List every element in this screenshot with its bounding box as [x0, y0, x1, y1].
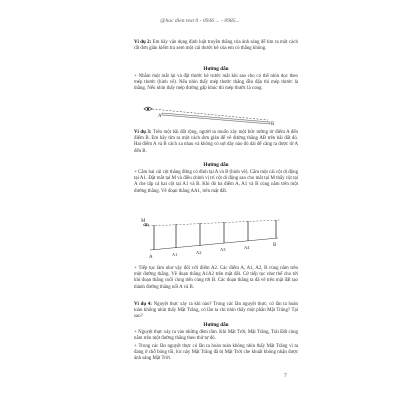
point-a-label: A	[149, 255, 153, 260]
page-number: 7	[284, 373, 287, 379]
example-3-heading: Hướng dẫn	[203, 162, 229, 168]
example-2-text: Em hãy vận dụng định luật truyền thẳng của ánh sáng để tìm ra một cách rất đơn giản kiểm tra xem một cái thước kẻ của em có thẳng không.	[134, 40, 298, 52]
example-2-heading: Hướng dẫn	[203, 66, 229, 72]
example-3-text: Trên một bãi đất rộng, người ta muốn xây một bức tường từ điểm A đến điểm B. Em hãy tìm ra một cách đơn giản để vẽ đường thẳng AB trên bãi đất đó. Hai điểm A và B cách xa nhau và không có sợi dây nào đủ dài để căng ra được từ A đến B.	[134, 130, 298, 154]
point-a2-label: A2	[196, 250, 202, 255]
pole-alignment-figure	[140, 208, 290, 262]
example-3-guide-2-text: Tiếp tục làm như vậy đối với điểm A2. Các điểm A, A1, A2, B cùng nằm trên một đường thẳng. Vẽ đoạn thẳng A1A2 trên mặt đất. Cứ tiếp tục như thế cho tới khi đoạn thẳng cuối cùng tiến cùng tới B. Các đoạn thẳng ta đã vẽ trên mặt đất tạo thành đường thẳng nối A và B.	[134, 266, 298, 290]
example-3-guide-1-text: Cắm hai cái cột thẳng đứng có đỉnh tại A và B (hình vẽ). Cắm một cái cột di động tại A1. Đặt mắt tại M và điều chỉnh vị trí cột di động sao cho mắt tại M thấy cột tại A che lấp cả hai cột tại A1 và B. Khi đó ba điểm A, A1 và B cùng nằm trên một đường thẳng. Vẽ đoạn thẳng AA1, trên mặt đất.	[134, 170, 299, 194]
point-b-label: B	[271, 122, 275, 126]
example-4-guide-2	[134, 344, 298, 363]
example-3-label: Ví dụ 3:	[134, 130, 152, 135]
point-a1-label: A1	[172, 252, 178, 257]
bullet-icon: +	[134, 344, 139, 349]
ruler-figure	[140, 102, 280, 126]
example-2-question	[134, 40, 298, 52]
ground-line	[150, 238, 278, 250]
bullet-icon: +	[134, 266, 139, 271]
point-b-label: B	[273, 243, 277, 248]
point-a4-label: A4	[244, 245, 250, 250]
example-4-guide-1-text: Nguyệt thực xảy ra vào những đêm rằm. Khi Mặt Trời, Mặt Trăng, Trái Đất cùng nằm trên một đường thẳng theo thứ tự đó.	[134, 330, 298, 342]
point-m-label: M	[141, 219, 146, 224]
example-4-guide-1	[134, 330, 298, 342]
bullet-icon: +	[134, 170, 139, 175]
eye-icon	[144, 107, 152, 111]
example-4-question	[134, 302, 298, 321]
example-2-label: Ví dụ 2:	[134, 40, 152, 45]
sight-line	[148, 220, 280, 226]
point-a-label: A	[158, 114, 162, 119]
example-4-label: Ví dụ 4:	[134, 302, 152, 307]
bullet-icon: +	[134, 330, 139, 335]
point-a3-label: A3	[220, 247, 226, 252]
example-4-heading: Hướng dẫn	[203, 322, 229, 328]
example-2-guide	[134, 74, 298, 93]
example-4-text: Nguyệt thực xảy ra khi nào? Trong các lần nguyệt thực, có lần ta hoàn toàn không nhìn thấy Mặt Trăng, có lần ta chỉ nhìn thấy một phần Mặt Trăng? Tại sao?	[134, 302, 299, 320]
example-4-guide-2-text: Trong các lần nguyệt thực có lần ta hoàn toàn không nhìn thấy Mặt Trăng vì ta đang ở chỗ bóng tối, lúc này Mặt Trăng đã bị Mặt Trời che khuất không nhận được ánh sáng Mặt Trời.	[134, 344, 298, 362]
page-header: @hoc dien text 0 - 0936 ... - 0985...	[160, 18, 240, 24]
example-3-question	[134, 130, 298, 155]
example-3-guide-2	[134, 266, 298, 291]
example-2-guide-text: Nhắm một mắt lại và đặt thước kẻ trước mắt khi sao cho có thể nhìn dọc theo mép thước (hình vẽ). Nếu nhìn thấy mép thước thẳng đều đặn thì mép thước là thẳng. Nếu nhìn thấy mép đường gấp khúc thì mép thước là cong.	[134, 74, 299, 92]
bullet-icon: +	[134, 74, 139, 79]
example-3-guide-1	[134, 170, 298, 195]
